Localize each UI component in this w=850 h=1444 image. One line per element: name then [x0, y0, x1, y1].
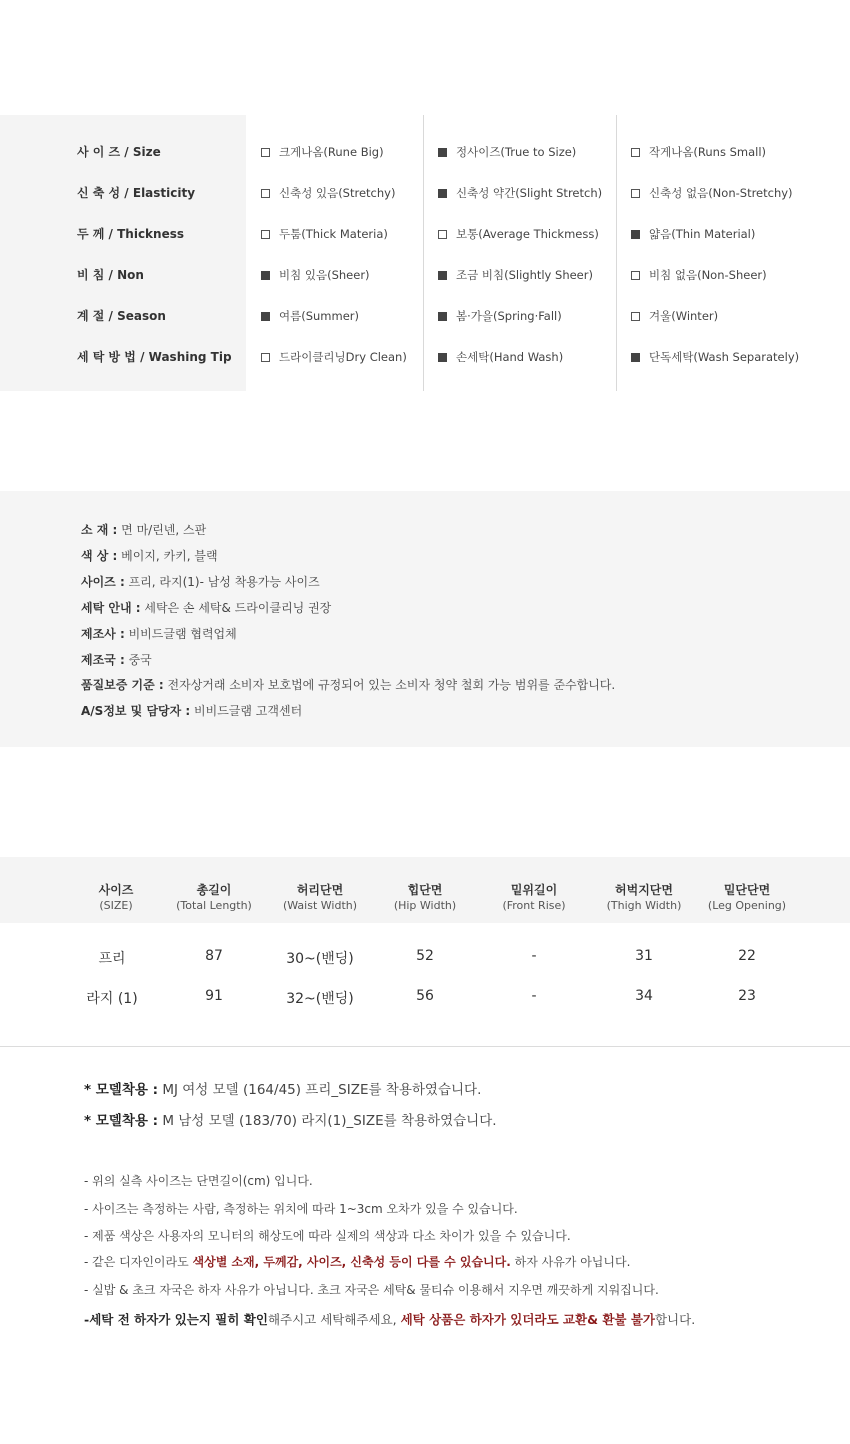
attribute-option — [438, 349, 563, 365]
attribute-option-label: 크게나옴(Rune Big) — [279, 145, 384, 159]
spec-label: 제조국 : — [81, 652, 125, 667]
checked-box-icon — [438, 189, 447, 198]
attribute-option-label: 보통(Average Thickmess) — [456, 227, 599, 241]
header-ko: 총길이 — [196, 883, 232, 897]
product-spec-block — [0, 491, 850, 747]
size-table-cell: 프리 — [98, 951, 126, 967]
spec-label: 세탁 안내 : — [81, 600, 141, 615]
attribute-option — [261, 144, 384, 160]
spec-label: A/S정보 및 담당자 : — [81, 704, 191, 719]
model-label: * 모델착용 : — [84, 1113, 159, 1129]
header-en: (Front Rise) — [502, 899, 566, 912]
note-text: 합니다. — [654, 1312, 696, 1327]
attribute-option — [631, 144, 766, 160]
attribute-label: 사 이 즈 / Size — [77, 145, 161, 159]
checked-box-icon — [438, 271, 447, 280]
size-table-cell: 라지 (1) — [86, 991, 138, 1007]
spec-line — [81, 625, 237, 642]
attribute-option — [631, 308, 718, 324]
size-table-cell: 52 — [416, 948, 434, 964]
attribute-option — [438, 185, 602, 201]
model-info-2 — [84, 1109, 497, 1129]
header-ko: 사이즈 — [98, 883, 134, 897]
attribute-option — [261, 308, 359, 324]
unchecked-box-icon — [261, 353, 270, 362]
model-text: M 남성 모델 (183/70) 라지(1)_SIZE를 착용하였습니다. — [158, 1113, 497, 1129]
header-en: (Hip Width) — [393, 899, 457, 912]
header-ko: 밑단단면 — [723, 883, 771, 897]
unchecked-box-icon — [261, 230, 270, 239]
attribute-label: 계 절 / Season — [77, 309, 166, 323]
attribute-option-label: 비침 없음(Non-Sheer) — [649, 268, 767, 282]
attribute-option — [631, 226, 755, 242]
note-measurement: - 위의 실측 사이즈는 단면길이(cm) 입니다. — [84, 1174, 313, 1188]
note-highlight: 색상별 소재, 두께감, 사이즈, 신축성 등이 다를 수 있습니다. — [192, 1255, 511, 1269]
note-wash-policy — [84, 1310, 695, 1328]
spec-value: 면 마/린넨, 스판 — [117, 523, 207, 537]
attribute-option-label: 조금 비침(Slightly Sheer) — [456, 268, 593, 282]
attribute-option — [631, 267, 767, 283]
size-table-header — [0, 857, 850, 923]
spec-line — [81, 599, 331, 616]
spec-value: 전자상거래 소비자 보호법에 규정되어 있는 소비자 청약 철회 가능 범위를 준수합니다. — [163, 678, 616, 693]
checked-box-icon — [261, 312, 270, 321]
model-text: MJ 여성 모델 (164/45) 프리_SIZE를 착용하였습니다. — [158, 1082, 482, 1098]
spec-line — [81, 547, 218, 564]
unchecked-box-icon — [261, 189, 270, 198]
spec-label: 색 상 : — [81, 548, 118, 563]
unchecked-box-icon — [631, 271, 640, 280]
attribute-label: 세 탁 방 법 / Washing Tip — [77, 350, 232, 364]
attribute-option-label: 봄·가을(Spring·Fall) — [456, 309, 562, 323]
attribute-option — [438, 267, 593, 283]
attribute-option-label: 신축성 있음(Stretchy) — [279, 186, 396, 200]
size-table-cell: 32~(밴딩) — [286, 991, 354, 1007]
attribute-option-label: 손세탁(Hand Wash) — [456, 350, 564, 364]
spec-line — [81, 702, 302, 719]
size-table-cell: - — [531, 948, 537, 964]
unchecked-box-icon — [631, 312, 640, 321]
note-tolerance: - 사이즈는 측정하는 사람, 측정하는 위치에 따라 1~3cm 오차가 있을 수 있습니다. — [84, 1202, 518, 1216]
checked-box-icon — [631, 230, 640, 239]
unchecked-box-icon — [261, 148, 270, 157]
attribute-option-label: 단독세탁(Wash Separately) — [649, 350, 800, 364]
spec-value: 베이지, 카키, 블랙 — [117, 548, 218, 563]
checked-box-icon — [438, 148, 447, 157]
spec-value: 비비드글램 협력업체 — [124, 626, 237, 641]
spec-value: 비비드글램 고객센터 — [190, 704, 303, 719]
spec-label: 품질보증 기준 : — [81, 678, 164, 693]
column-divider — [423, 115, 424, 391]
spec-label: 제조사 : — [81, 626, 125, 641]
attribute-option — [261, 185, 395, 201]
checked-box-icon — [438, 353, 447, 362]
header-en: (Thigh Width) — [606, 899, 682, 912]
header-ko: 힙단면 — [407, 883, 443, 897]
note-color: - 제품 색상은 사용자의 모니터의 해상도에 따라 실제의 색상과 다소 차이가 있을 수 있습니다. — [84, 1229, 571, 1243]
spec-label: 사이즈 : — [81, 574, 125, 589]
header-en: (Waist Width) — [282, 899, 358, 912]
attribute-option-label: 비침 있음(Sheer) — [279, 268, 370, 282]
attribute-option — [631, 185, 793, 201]
unchecked-box-icon — [631, 148, 640, 157]
model-label: * 모델착용 : — [84, 1082, 159, 1098]
size-table-cell: 30~(밴딩) — [286, 951, 354, 967]
checked-box-icon — [631, 353, 640, 362]
attribute-option — [261, 226, 388, 242]
header-en: (SIZE) — [99, 899, 133, 912]
size-table-cell: 23 — [738, 988, 756, 1004]
header-en: (Total Length) — [176, 899, 252, 912]
attribute-label: 비 침 / Non — [77, 268, 144, 282]
attribute-label: 신 축 성 / Elasticity — [77, 186, 196, 200]
note-chalk: - 실밥 & 초크 자국은 하자 사유가 아닙니다. 초크 자국은 세탁& 물티슈 이용해서 지우면 깨끗하게 지워집니다. — [84, 1283, 659, 1297]
section-divider — [0, 1046, 850, 1047]
spec-value: 프리, 라지(1)- 남성 착용가능 사이즈 — [124, 574, 320, 589]
model-info-1 — [84, 1078, 481, 1098]
spec-value: 중국 — [124, 652, 152, 667]
attribute-option-label: 얇음(Thin Material) — [649, 227, 756, 241]
attribute-option — [631, 349, 799, 365]
attribute-option — [438, 144, 576, 160]
checked-box-icon — [261, 271, 270, 280]
note-variation — [84, 1253, 630, 1270]
product-attribute-table — [0, 115, 850, 391]
unchecked-box-icon — [438, 230, 447, 239]
attribute-option — [438, 308, 562, 324]
spec-line — [81, 676, 615, 693]
spec-line — [81, 573, 320, 590]
attribute-option-label: 여름(Summer) — [279, 309, 359, 323]
size-table-cell: 22 — [738, 948, 756, 964]
attribute-option-label: 드라이클리닝Dry Clean) — [279, 350, 407, 364]
note-highlight: 세탁 상품은 하자가 있더라도 교환& 환불 불가 — [400, 1312, 655, 1327]
spec-value: 세탁은 손 세탁& 드라이클리닝 권장 — [140, 600, 332, 615]
size-table-cell: 56 — [416, 988, 434, 1004]
attribute-option-label: 겨울(Winter) — [649, 309, 719, 323]
attribute-option — [261, 267, 370, 283]
note-text: - 같은 디자인이라도 — [84, 1255, 193, 1269]
attribute-option-label: 정사이즈(True to Size) — [456, 145, 577, 159]
size-table-cell: 34 — [635, 988, 653, 1004]
size-table-cell: - — [531, 988, 537, 1004]
header-en: (Leg Opening) — [707, 899, 787, 912]
attribute-option-label: 작게나옴(Runs Small) — [649, 145, 767, 159]
note-text: 하자 사유가 아닙니다. — [510, 1255, 631, 1269]
header-ko: 허리단면 — [296, 883, 344, 897]
spec-line — [81, 651, 152, 668]
size-table-cell: 91 — [205, 988, 223, 1004]
size-table-cell: 87 — [205, 948, 223, 964]
spec-label: 소 재 : — [81, 523, 118, 537]
spec-line — [81, 521, 206, 538]
column-divider — [616, 115, 617, 391]
unchecked-box-icon — [631, 189, 640, 198]
note-text: 해주시고 세탁해주세요, — [267, 1312, 401, 1327]
attribute-option-label: 신축성 없음(Non-Stretchy) — [649, 186, 793, 200]
header-ko: 허벅지단면 — [615, 883, 673, 897]
attribute-option — [261, 349, 407, 365]
attribute-option-label: 신축성 약간(Slight Stretch) — [456, 186, 603, 200]
size-table-cell: 31 — [635, 948, 653, 964]
note-bold: -세탁 전 하자가 있는지 필히 확인 — [84, 1312, 268, 1327]
checked-box-icon — [438, 312, 447, 321]
attribute-option — [438, 226, 599, 242]
header-ko: 밑위길이 — [510, 883, 558, 897]
attribute-option-label: 두툼(Thick Materia) — [279, 227, 388, 241]
attribute-label: 두 께 / Thickness — [77, 227, 185, 241]
